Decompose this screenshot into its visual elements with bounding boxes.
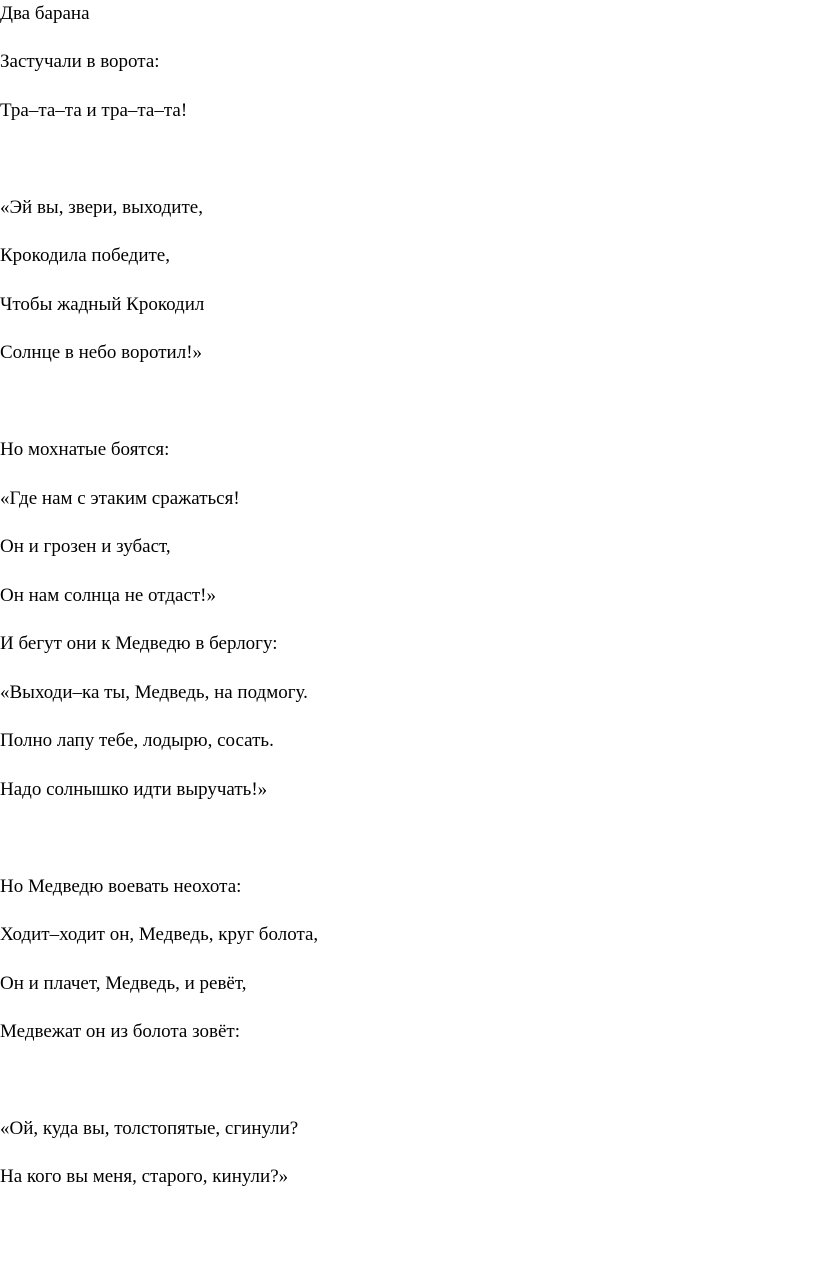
text-line: На кого вы меня, старого, кинули?» <box>0 1166 289 1187</box>
text-line: Два барана <box>0 3 90 24</box>
text-line: Застучали в ворота: <box>0 51 160 72</box>
text-line: «Ой, куда вы, толстопятые, сгинули? <box>0 1118 299 1139</box>
text-line: И бегут они к Медведю в берлогу: <box>0 633 278 654</box>
text-line: Он нам солнца не отдаст!» <box>0 585 217 606</box>
text-line: Чтобы жадный Крокодил <box>0 294 205 315</box>
text-line: «Где нам с этаким сражаться! <box>0 488 240 509</box>
text-line: Солнце в небо воротил!» <box>0 342 203 363</box>
text-line: Он и грозен и зубаст, <box>0 536 171 557</box>
text-line: Крокодила победите, <box>0 245 170 266</box>
text-line: Но мохнатые боятся: <box>0 439 170 460</box>
text-line: Тра–та–та и тра–та–та! <box>0 100 188 121</box>
text-line: Полно лапу тебе, лодырю, сосать. <box>0 730 274 751</box>
text-line: Медвежат он из болота зовёт: <box>0 1021 240 1042</box>
text-line: Ходит–ходит он, Медведь, круг болота, <box>0 924 319 945</box>
text-line: «Эй вы, звери, выходите, <box>0 197 203 218</box>
text-line: «Выходи–ка ты, Медведь, на подмогу. <box>0 682 308 703</box>
text-line: Но Медведю воевать неохота: <box>0 876 242 897</box>
text-line: Надо солнышко идти выручать!» <box>0 779 268 800</box>
text-line: Он и плачет, Медведь, и ревёт, <box>0 973 247 994</box>
